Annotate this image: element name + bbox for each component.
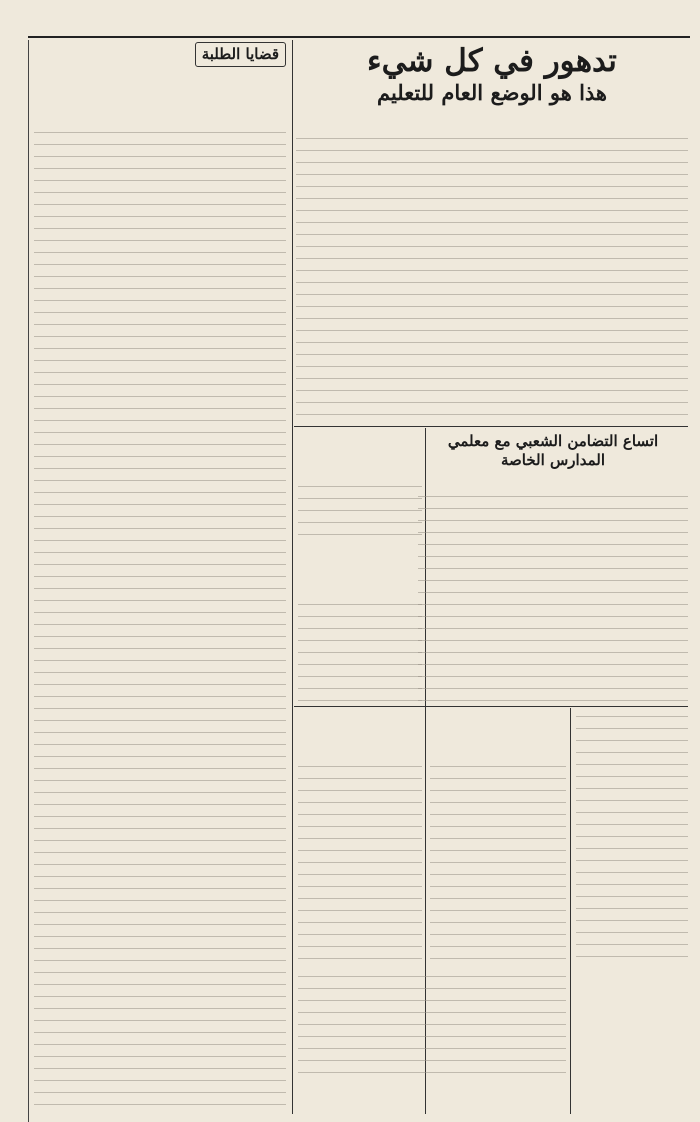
congrats2-body bbox=[576, 884, 688, 964]
competition-header bbox=[298, 712, 422, 762]
column-story-body bbox=[34, 132, 286, 1112]
lead-headline-1: تدهور في كل شيء bbox=[367, 43, 617, 79]
lead-story-header bbox=[296, 42, 688, 132]
competition-body bbox=[298, 766, 422, 966]
wages-story-header bbox=[430, 712, 566, 762]
column-divider bbox=[292, 40, 293, 1114]
congrats-body bbox=[576, 716, 688, 796]
lead-story-body bbox=[296, 138, 688, 423]
teachers-story-header bbox=[418, 432, 688, 492]
lead-headline-2: هذا هو الوضع العام للتعليم bbox=[376, 80, 608, 105]
column-divider bbox=[570, 708, 571, 1114]
column-kicker: قضايا الطلبة bbox=[195, 42, 286, 67]
union-story-header bbox=[298, 432, 422, 482]
notice-box bbox=[298, 972, 566, 1110]
section-divider bbox=[294, 426, 688, 427]
masthead bbox=[28, 6, 690, 38]
wages-story-body bbox=[430, 766, 566, 966]
exams-story-body bbox=[298, 604, 422, 702]
section-divider bbox=[294, 706, 688, 707]
column-story-header bbox=[34, 42, 286, 130]
teachers-story-body bbox=[418, 496, 688, 702]
notice-body bbox=[298, 976, 566, 1076]
teachers-headline: اتساع التضامن الشعبي مع معلمي المدارس الخاصة bbox=[447, 432, 659, 469]
exams-story-header bbox=[298, 550, 422, 600]
mabrouk-body bbox=[576, 800, 688, 880]
union-story-body bbox=[298, 486, 422, 546]
announcements-column bbox=[576, 712, 688, 1110]
page-gutter bbox=[28, 40, 29, 1122]
